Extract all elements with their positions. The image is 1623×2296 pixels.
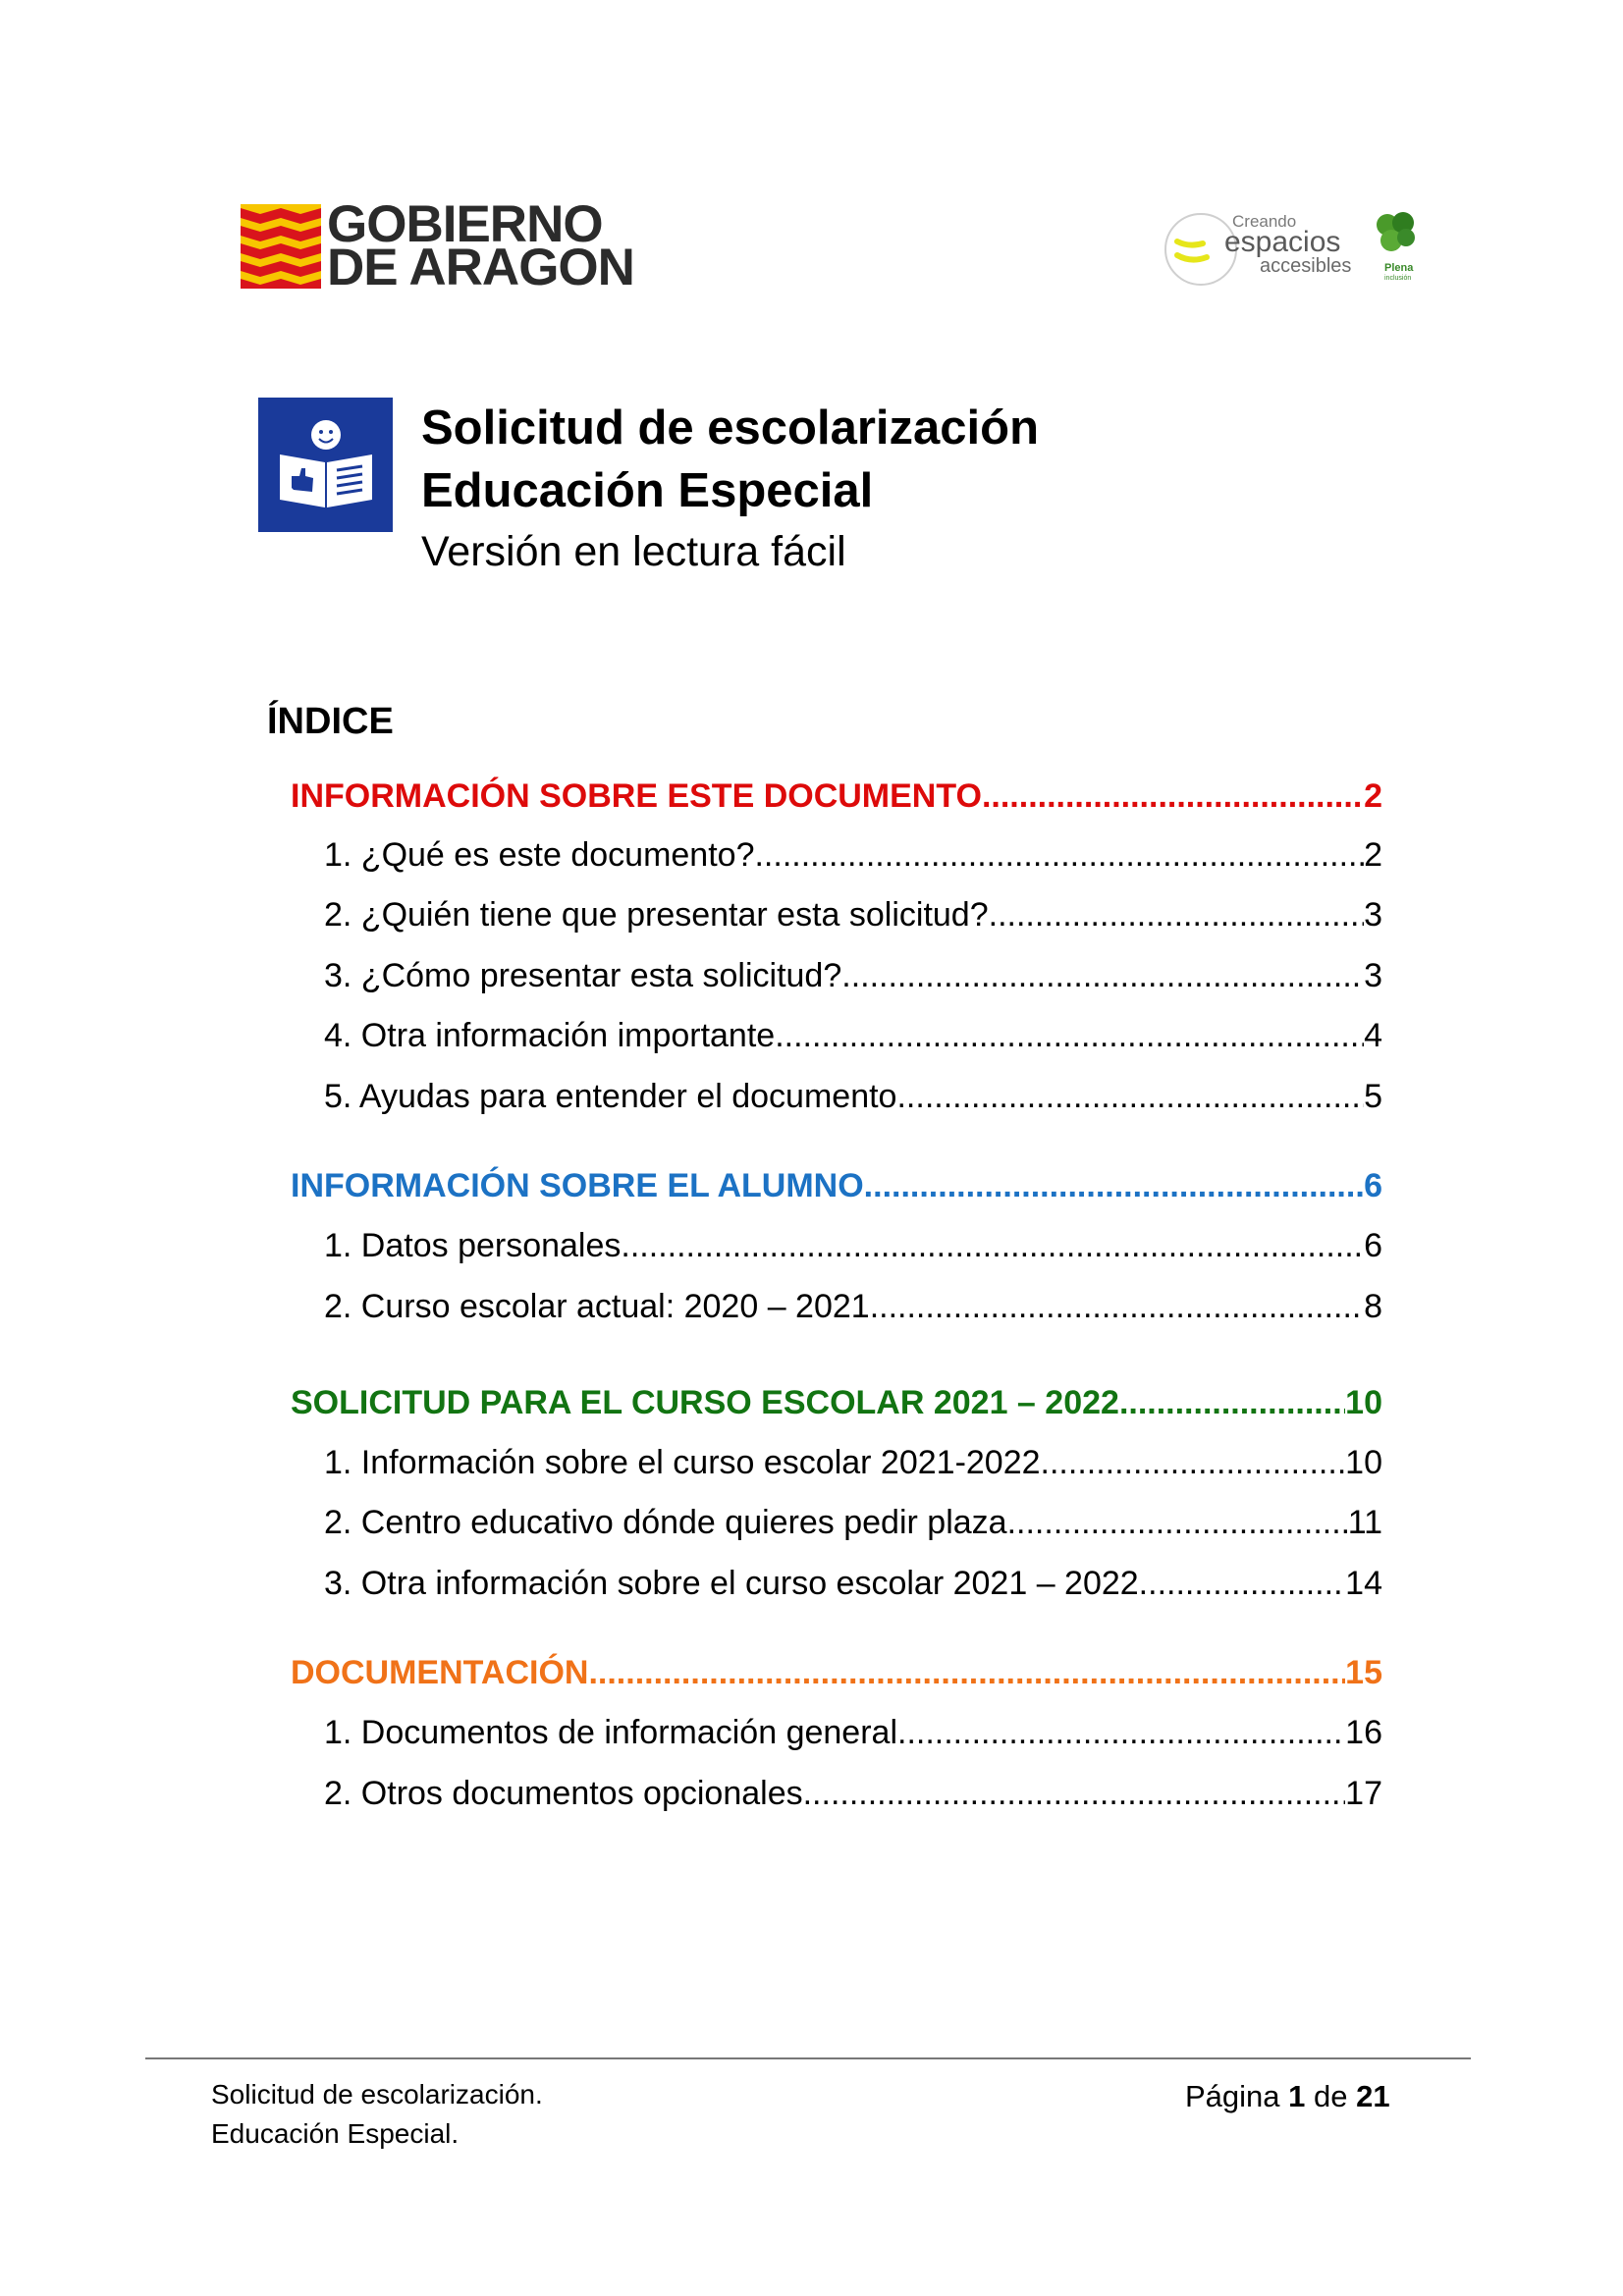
logo-plena: Plena	[1384, 262, 1414, 274]
toc-item-label: 2. Otros documentos opcionales	[324, 1775, 803, 1812]
toc-item[interactable]	[324, 1504, 1382, 1542]
toc-page-number: 16	[1345, 1714, 1382, 1751]
clover-icon	[1370, 209, 1419, 258]
toc-page-number: 3	[1364, 957, 1382, 994]
toc-item[interactable]	[324, 1714, 1382, 1752]
toc-page-number: 6	[1364, 1167, 1382, 1204]
toc-section-documentation[interactable]	[291, 1654, 1382, 1692]
toc-item[interactable]	[324, 1775, 1382, 1813]
toc-section-title: DOCUMENTACIÓN	[291, 1654, 589, 1691]
aragon-flag-icon	[241, 204, 321, 289]
toc-item[interactable]	[324, 1078, 1382, 1116]
index-heading: ÍNDICE	[267, 701, 394, 742]
toc-item-label: 3. Otra información sobre el curso escolar 2021 – 2022.	[324, 1565, 1149, 1602]
toc-page-number: 4	[1364, 1017, 1382, 1054]
toc-item-label: 5. Ayudas para entender el documento.	[324, 1078, 906, 1115]
gov-logo-line1: GOBIERNO	[327, 195, 603, 253]
document-title: Solicitud de escolarización	[421, 401, 1040, 454]
toc-page-number: 10	[1345, 1384, 1382, 1421]
toc-item-label: 1. Información sobre el curso escolar 2021-2022	[324, 1444, 1041, 1481]
toc-section-title: INFORMACIÓN SOBRE ESTE DOCUMENTO	[291, 777, 982, 815]
toc-section-title: SOLICITUD PARA EL CURSO ESCOLAR 2021 – 2022	[291, 1384, 1119, 1421]
toc-page-number: 8	[1364, 1288, 1382, 1325]
toc-item-label: 2. Centro educativo dónde quieres pedir plaza.	[324, 1504, 1017, 1541]
gov-logo-line2: DE ARAGON	[327, 239, 634, 296]
toc-page-number: 5	[1364, 1078, 1382, 1115]
toc-item-label: 4. Otra información importante.	[324, 1017, 784, 1054]
toc-page-number: 14	[1345, 1565, 1382, 1602]
page-label: Página	[1185, 2079, 1280, 2113]
logo-creando: Creando	[1232, 212, 1297, 231]
logo-inclusion: inclusión	[1384, 275, 1412, 282]
toc-item[interactable]	[324, 1288, 1382, 1326]
toc-page-number: 17	[1345, 1775, 1382, 1812]
toc-item-label: 2. Curso escolar actual: 2020 – 2021.	[324, 1288, 880, 1325]
toc-item-label: 1. Documentos de información general.	[324, 1714, 907, 1751]
toc-item[interactable]	[324, 1227, 1382, 1265]
toc-item[interactable]	[324, 1565, 1382, 1603]
easy-read-icon	[258, 398, 393, 532]
gobierno-de-aragon-logo	[241, 195, 634, 296]
document-title-line2: Educación Especial	[421, 464, 874, 517]
page-of: de	[1314, 2079, 1348, 2113]
footer-divider	[145, 2057, 1471, 2059]
toc-item-label: 3. ¿Cómo presentar esta solicitud?	[324, 957, 842, 994]
logo-accesibles: accesibles	[1260, 255, 1352, 277]
toc-section-school-year-request[interactable]	[291, 1384, 1382, 1422]
page-current: 1	[1288, 2079, 1306, 2113]
toc-item[interactable]	[324, 957, 1382, 995]
page-counter	[1185, 2079, 1390, 2114]
logo-espacios: espacios	[1224, 226, 1341, 258]
toc-item-label: 2. ¿Quién tiene que presentar esta solicitud?	[324, 896, 989, 934]
toc-page-number: 11	[1347, 1504, 1382, 1541]
toc-section-student-info[interactable]	[291, 1167, 1382, 1205]
toc-page-number: 10	[1345, 1444, 1382, 1481]
footer-title: Solicitud de escolarización.	[211, 2079, 543, 2109]
toc-page-number: 15	[1345, 1654, 1382, 1691]
toc-item[interactable]	[324, 1017, 1382, 1055]
toc-page-number: 2	[1364, 836, 1382, 874]
toc-item-label: 1. Datos personales	[324, 1227, 622, 1264]
footer-subtitle: Educación Especial.	[211, 2118, 460, 2149]
document-subtitle: Versión en lectura fácil	[421, 528, 846, 575]
page-total: 21	[1356, 2079, 1390, 2113]
toc-item-label: 1. ¿Qué es este documento?	[324, 836, 755, 874]
toc-item[interactable]	[324, 1444, 1382, 1482]
plena-inclusion-logo	[1163, 204, 1419, 293]
toc-page-number: 3	[1364, 896, 1382, 934]
toc-section-document-info[interactable]	[291, 777, 1382, 816]
toc-page-number: 6	[1364, 1227, 1382, 1264]
toc-page-number: 2	[1364, 777, 1382, 815]
toc-section-title: INFORMACIÓN SOBRE EL ALUMNO	[291, 1167, 864, 1204]
toc-item[interactable]	[324, 896, 1382, 934]
toc-item[interactable]	[324, 836, 1382, 875]
